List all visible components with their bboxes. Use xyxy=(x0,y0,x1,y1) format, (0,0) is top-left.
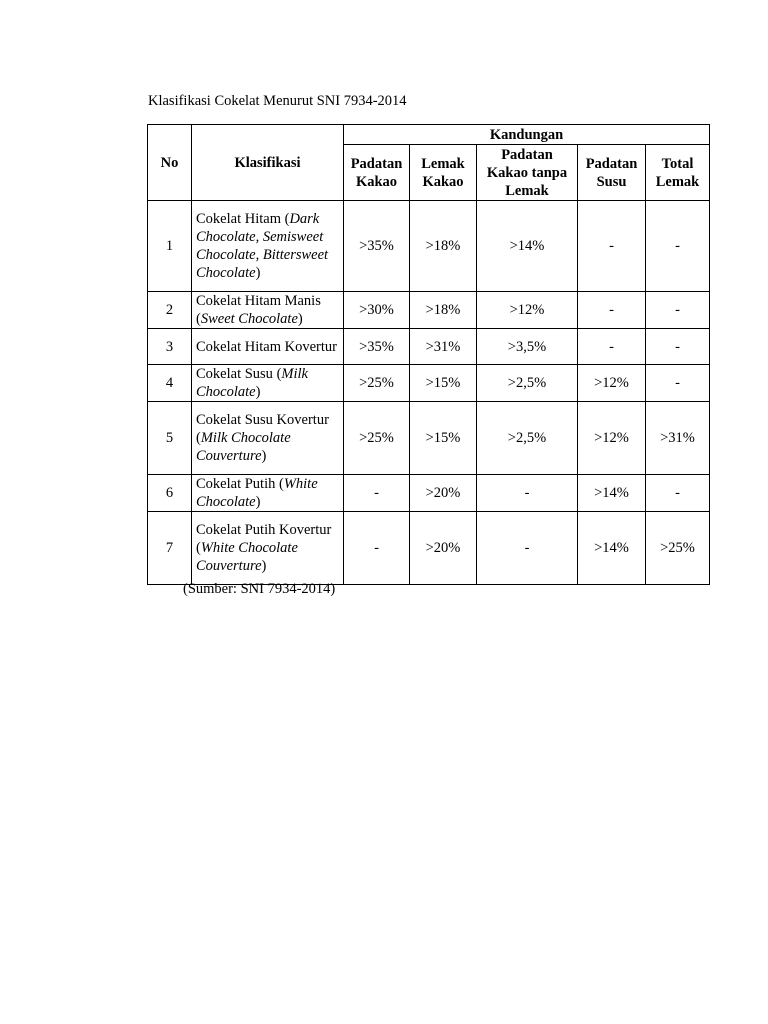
cell-padatan-kakao: >30% xyxy=(344,292,410,329)
cell-lemak-kakao: >15% xyxy=(410,365,477,402)
table-row xyxy=(148,292,710,329)
cell-padatan-kakao: >35% xyxy=(344,201,410,292)
table-row xyxy=(148,475,710,512)
cell-padatan-susu: >12% xyxy=(578,402,646,475)
row-number: 7 xyxy=(148,512,192,585)
klasifikasi-name: Cokelat Hitam xyxy=(196,211,281,227)
header-padatan-susu: Padatan Susu xyxy=(578,145,646,201)
cell-lemak-kakao: >18% xyxy=(410,292,477,329)
klasifikasi-name: Cokelat Hitam Kovertur xyxy=(196,338,337,355)
table-row xyxy=(148,402,710,475)
klasifikasi-english-name: Dark Chocolate, Semisweet Chocolate, Bittersweet Chocolate xyxy=(196,211,329,281)
cell-padatan-kakao-tanpa-lemak: >3,5% xyxy=(477,329,578,365)
header-padatan-kakao-tanpa-lemak: Padatan Kakao tanpa Lemak xyxy=(477,145,578,201)
table-row xyxy=(148,201,710,292)
table-row xyxy=(148,329,710,365)
cell-padatan-kakao-tanpa-lemak: >12% xyxy=(477,292,578,329)
cell-padatan-kakao-tanpa-lemak: >2,5% xyxy=(477,365,578,402)
row-number: 4 xyxy=(148,365,192,402)
cell-padatan-susu: >12% xyxy=(578,365,646,402)
klasifikasi-name: Cokelat Putih Kovertur xyxy=(196,522,332,538)
cell-total-lemak: - xyxy=(646,475,710,512)
classification-table xyxy=(147,124,710,585)
header-total-lemak: Total Lemak xyxy=(646,145,710,201)
cell-padatan-kakao-tanpa-lemak: - xyxy=(477,475,578,512)
cell-padatan-kakao-tanpa-lemak: - xyxy=(477,512,578,585)
table-row xyxy=(148,365,710,402)
cell-lemak-kakao: >18% xyxy=(410,201,477,292)
table-caption: Klasifikasi Cokelat Menurut SNI 7934-2014 xyxy=(148,93,407,109)
table-row xyxy=(148,512,710,585)
row-number: 2 xyxy=(148,292,192,329)
row-number: 1 xyxy=(148,201,192,292)
cell-total-lemak: >25% xyxy=(646,512,710,585)
cell-padatan-susu: >14% xyxy=(578,475,646,512)
source-note: (Sumber: SNI 7934-2014) xyxy=(183,581,336,597)
header-klasifikasi: Klasifikasi xyxy=(192,125,344,201)
header-lemak-kakao: Lemak Kakao xyxy=(410,145,477,201)
klasifikasi-english-name: Milk Chocolate Couverture xyxy=(196,430,291,464)
cell-padatan-kakao: >35% xyxy=(344,329,410,365)
klasifikasi-english-name: White Chocolate Couverture xyxy=(196,540,298,574)
row-klasifikasi: Cokelat Putih Kovertur (White Chocolate Couverture) xyxy=(192,512,344,585)
klasifikasi-name: Cokelat Putih xyxy=(196,476,276,492)
klasifikasi-name: Cokelat Hitam Manis xyxy=(196,293,321,309)
cell-padatan-kakao-tanpa-lemak: >2,5% xyxy=(477,402,578,475)
cell-padatan-kakao-tanpa-lemak: >14% xyxy=(477,201,578,292)
cell-total-lemak: - xyxy=(646,365,710,402)
klasifikasi-english-name: Milk Chocolate xyxy=(196,366,308,400)
cell-padatan-kakao: >25% xyxy=(344,402,410,475)
cell-padatan-susu: - xyxy=(578,201,646,292)
row-number: 3 xyxy=(148,329,192,365)
row-number: 5 xyxy=(148,402,192,475)
row-klasifikasi: Cokelat Hitam (Dark Chocolate, Semisweet Chocolate, Bittersweet Chocolate) xyxy=(192,201,344,292)
klasifikasi-name: Cokelat Susu xyxy=(196,366,273,382)
klasifikasi-name: Cokelat Susu Kovertur xyxy=(196,412,329,428)
klasifikasi-english-name: Sweet Chocolate xyxy=(200,311,298,327)
cell-padatan-susu: >14% xyxy=(578,512,646,585)
row-klasifikasi xyxy=(192,329,344,365)
cell-total-lemak: >31% xyxy=(646,402,710,475)
cell-padatan-kakao: >25% xyxy=(344,365,410,402)
header-padatan-kakao: Padatan Kakao xyxy=(344,145,410,201)
cell-lemak-kakao: >20% xyxy=(410,475,477,512)
row-klasifikasi: Cokelat Putih (White Chocolate) xyxy=(192,475,344,512)
cell-padatan-kakao: - xyxy=(344,512,410,585)
row-klasifikasi: Cokelat Susu (Milk Chocolate) xyxy=(192,365,344,402)
cell-lemak-kakao: >15% xyxy=(410,402,477,475)
cell-total-lemak: - xyxy=(646,201,710,292)
cell-lemak-kakao: >31% xyxy=(410,329,477,365)
cell-padatan-susu: - xyxy=(578,292,646,329)
row-number: 6 xyxy=(148,475,192,512)
header-kandungan: Kandungan xyxy=(344,125,710,145)
cell-total-lemak: - xyxy=(646,292,710,329)
cell-lemak-kakao: >20% xyxy=(410,512,477,585)
klasifikasi-english-name: White Chocolate xyxy=(196,476,318,510)
cell-padatan-susu: - xyxy=(578,329,646,365)
cell-padatan-kakao: - xyxy=(344,475,410,512)
cell-total-lemak: - xyxy=(646,329,710,365)
row-klasifikasi: Cokelat Susu Kovertur (Milk Chocolate Couverture) xyxy=(192,402,344,475)
row-klasifikasi: Cokelat Hitam Manis (Sweet Chocolate) xyxy=(192,292,344,329)
header-no: No xyxy=(148,125,192,201)
